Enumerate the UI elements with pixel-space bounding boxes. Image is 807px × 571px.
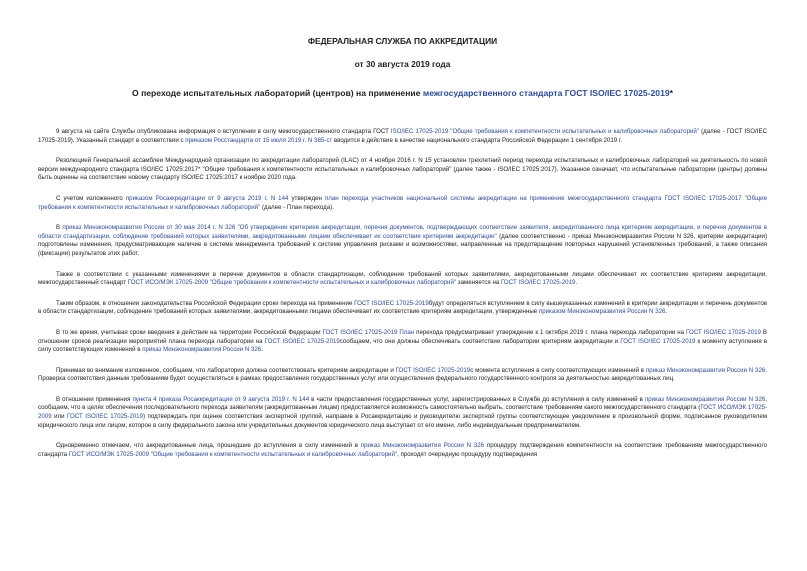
title-text: О переходе испытательных лабораторий (центров) на применение xyxy=(132,88,423,98)
paragraph-text: в части предоставления государственных услуг, зарегистрированных в Службе до вступления в силу изменений в xyxy=(309,395,645,403)
document-link[interactable]: ГОСТ ISO/IEC 17025-2019 xyxy=(395,366,471,374)
document-link[interactable]: ГОСТ ISO/IEC 17025-2019 xyxy=(264,337,340,345)
paragraph-text: утвержден xyxy=(288,194,325,202)
paragraph-text: В отношении применения xyxy=(56,395,133,403)
paragraph-text: . xyxy=(261,346,263,354)
document-link[interactable]: ГОСТ ISO/IEC 17025-2019 xyxy=(354,299,429,307)
title-footnote-mark: * xyxy=(669,88,673,98)
document-link[interactable]: приказ Минэкономразвития России N 326 xyxy=(360,442,485,450)
paragraph-text: , проходят очередную процедуру подтверждения xyxy=(397,450,538,458)
document-link[interactable]: ГОСТ ISO/IEC 17025-2019 xyxy=(67,413,144,421)
document-link[interactable]: ГОСТ ИСО/МЭК 17025-2009 "Общие требования к компетентности испытательных и калибровочных лабораторий" xyxy=(127,279,457,287)
paragraph-5 xyxy=(38,271,767,288)
document-link[interactable]: ГОСТ ИСО/МЭК 17025-2009 "Общие требования к компетентности испытательных и калибровочных лабораторий" xyxy=(68,450,398,458)
paragraph-text: . xyxy=(665,308,668,316)
paragraph-text: перехода предусматривает утверждение к 1 октября 2019 г. плана перехода лаборатории на xyxy=(414,328,687,336)
paragraph-text: В то же время, учитывая сроки введения в действие на территории Российской Федерации xyxy=(56,328,323,336)
document-link[interactable]: приказ Минэкономразвития России N 326 xyxy=(644,395,766,403)
paragraph-text: Также в соответствии с указанными изменениями в перечне документов в области стандартизации, соблюдение требований которых заявителями, аккредитованными лицами обеспечивает их соответствие критериям аккредитации, межгосударственный стандарт xyxy=(38,270,767,287)
paragraph-text: 9 августа на сайте Службы опубликована информация о вступлении в силу межгосударственного стандарта ГОСТ xyxy=(56,128,391,135)
paragraph-text: (далее соответственно - приказ Минэкономразвития России N 326, критерии аккредитации) подготовлены изменения, предусматривающие наличие в системе менеджмента требований к системе управления рисками и возможностями, направленные на предотвращение повторных нарушений установленных требований, а также описания (фиксации) результатов этих работ. xyxy=(38,232,767,257)
document-link[interactable]: приказом Минэкономразвития России N 326 xyxy=(538,308,666,316)
paragraph-text: процедуру подтверждения компетентности на соответствие требованиям межгосударственного стандарта xyxy=(38,442,767,458)
document-link[interactable]: приказом Росаккредитации от 9 августа 2019 г. N 144 xyxy=(125,194,289,202)
paragraph-text: Резолюцией Генеральной ассамблеи Международной организации по аккредитации лабораторий (ILAC) от 4 ноября 2016 г. N 15 установлен трехлетний период перехода испытательных и калибровочных лабораторий на деятельность по новой версии международного стандарта ISO/IEC 17025:2017* "Общие требования к компетентности испытательных и калибровочных лабораторий" (далее также - ISO/IEC 17025:2017). Указанное означает, что испытательные лаборатории (центры) должны быть оценены на соответствие новому стандарту ISO/IEC 17025:2017 к ноябрю 2020 года. xyxy=(38,157,767,182)
document-link[interactable]: ГОСТ ISO/IEC 17025-2019 xyxy=(620,337,696,345)
paragraph-9 xyxy=(38,396,767,430)
paragraph-text: ) подтверждать при оценке соответствия экспертной группой, направив в Росаккредитацию и руководителю экспертной группы соответствующее уведомление в произвольной форме, подписанное руководителем юридического лица или лицом, которое в силу федерального закона или учредительных документов юридического лица выступает от его имени, либо индивидуальным предпринимателем. xyxy=(38,413,767,429)
document-date: от 30 августа 2019 года xyxy=(354,59,451,69)
paragraph-10 xyxy=(38,442,767,459)
paragraph-4 xyxy=(38,224,767,258)
document-link[interactable]: пункта 4 приказа Росаккредитации от 9 августа 2019 г. N 144 xyxy=(132,395,310,403)
paragraph-text: Принимая во внимание изложенное, сообщаем, что лаборатория должна соответствовать критериям аккредитации и xyxy=(56,366,396,374)
document-link[interactable]: ГОСТ ISO/IEC 17025-2019 xyxy=(500,279,576,287)
paragraph-text: (далее - План перехода). xyxy=(260,203,334,211)
paragraph-text: , сообщаем, что в целях обеспечения последовательного перехода заявителям (аккредитованным лицам) предоставляется возможность самостоятельно выбрать, соответствие требованиям какого межгосударственного стандарта ( xyxy=(38,395,768,412)
paragraph-8 xyxy=(38,367,767,384)
paragraph-text: (далее - ГОСТ ISO/IEC 17025-2019). Указанный стандарт в соответствии с xyxy=(38,128,767,144)
paragraph-text: вводится в действие в качестве национального стандарта Российской Федерации 1 сентября 2019 г. xyxy=(332,136,623,144)
paragraph-text: или xyxy=(51,413,68,421)
paragraph-text: с момента вступления в силу соответствующих изменений в xyxy=(470,366,646,374)
document-link[interactable]: ГОСТ ИСО/МЭК 17025-2009 xyxy=(38,404,767,421)
paragraph-text: Одновременно отмечаем, что аккредитованные лица, прошедшие до вступления в силу изменений в xyxy=(56,442,361,450)
paragraph-text: Таким образом, в отношении законодательства Российской Федерации сроки перехода на применение xyxy=(56,299,355,307)
paragraph-text: сообщаем, что они должны обеспечивать соответствие лаборатории критериям аккредитации и xyxy=(339,337,621,345)
title-standard-link[interactable]: межгосударственного стандарта ГОСТ ISO/IEC 17025-2019 xyxy=(422,88,670,98)
paragraph-text: будут определяться вступлением в силу вышеуказанных изменений в критерии аккредитации и перечень документов в области стандартизации, соблюдение требований которых заявителями, аккредитованными лицами обеспечивает их соответствие критериям аккредитации, утвержденные xyxy=(38,299,768,316)
paragraph-text: С учетом изложенного xyxy=(56,194,126,202)
paragraph-text: . xyxy=(575,279,578,287)
paragraph-7 xyxy=(38,329,767,355)
document-link[interactable]: приказ Минэкономразвития России N 326 xyxy=(142,346,262,354)
agency-heading: ФЕДЕРАЛЬНАЯ СЛУЖБА ПО АККРЕДИТАЦИИ xyxy=(307,36,498,46)
paragraph-text: к моменту вступления в силу соответствующих изменений в xyxy=(38,337,768,354)
document-link[interactable]: приказ Минэкономразвития России N 326 xyxy=(645,366,766,374)
document-link[interactable]: ISO/IEC 17025-2019 "Общие требования к компетентности испытательных и калибровочных лабораторий" xyxy=(390,128,700,135)
document-title xyxy=(38,88,767,98)
paragraph-2 xyxy=(38,157,767,183)
document-link[interactable]: ГОСТ ISO/IEC 17025-2019 xyxy=(322,328,398,336)
paragraph-6 xyxy=(38,300,767,317)
paragraph-text: заменяется на xyxy=(456,279,501,287)
paragraph-3 xyxy=(38,195,767,212)
paragraph-1 xyxy=(38,128,767,145)
document-link[interactable]: приказом Росстандарта от 15 июля 2019 г. N 385-ст xyxy=(185,136,333,144)
paragraph-text: В xyxy=(56,224,63,232)
paragraph-text: В отношении сроков реализации мероприятий плана перехода лаборатории на xyxy=(38,328,767,345)
document-body xyxy=(38,128,767,459)
document-link[interactable]: приказ Минэкономразвития России от 30 мая 2014 г. N 326 "Об утверждении критериев аккредитации, перечня документов, подтверждающих соответствие заявителя, аккредитованного лица критериям аккредитации, и перечня документов в области стандартизации, соблюдение требований которых заявителями, аккредитованными лицами обеспечивает их соответствие критериям аккредитации" xyxy=(38,224,767,240)
document-link[interactable]: план перехода участников национальной системы аккредитации на применение межгосударственного стандарта ГОСТ ISO/IEC 17025-2017 "Общие требования к компетентности испытательных и калибровочных лабораторий" xyxy=(38,194,767,211)
document-link[interactable]: План xyxy=(399,328,415,336)
document-link[interactable]: ГОСТ ISO/IEC 17025-2019 xyxy=(686,328,761,336)
paragraph-text: . Проверка соответствия данным требованиям будет осуществляться в рамках предоставления государственных услуг или осуществления федерального государственного контроля за деятельностью аккредитованных лиц. xyxy=(38,366,768,383)
